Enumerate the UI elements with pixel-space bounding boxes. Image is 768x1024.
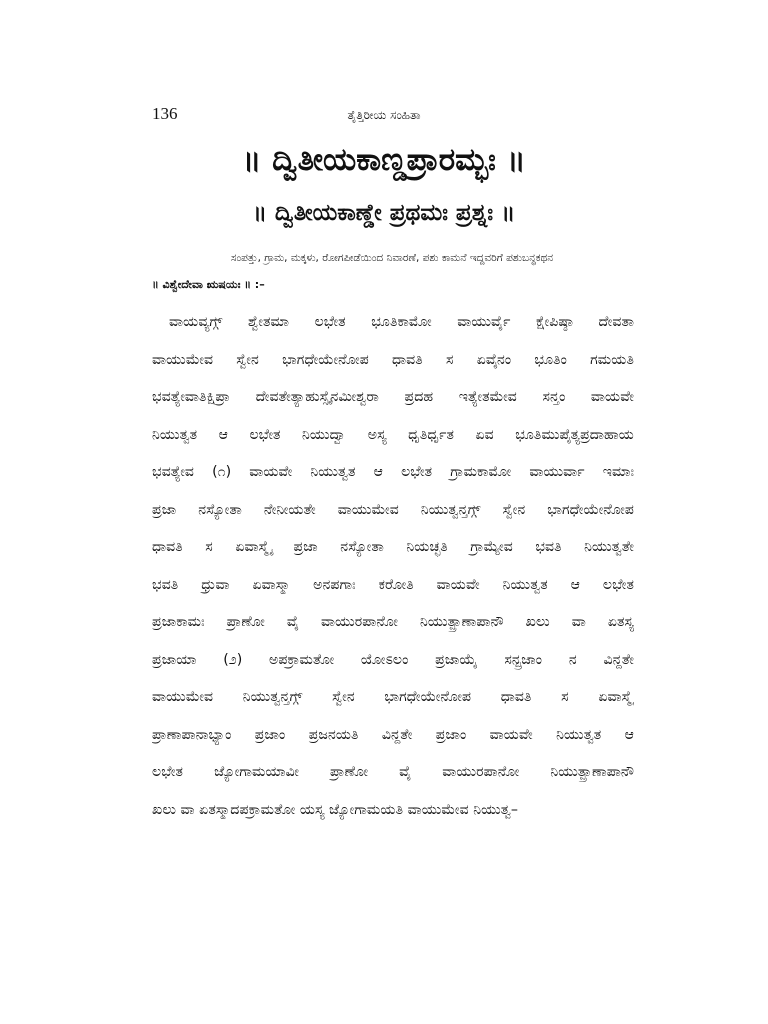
verse-line: ಭವತ್ಯೇವ (೧) ವಾಯವೇ ನಿಯುತ್ವತ ಆ ಲಭೇತ ಗ್ರಾಮಕಾಮೋ ವಾಯುರ್ವಾ ಇಮಾಃ — [152, 464, 634, 480]
verse-line: ಧಾವತಿ ಸ ಏವಾಸ್ಮೈ ಪ್ರಜಾ ನಸ್ಯೋತಾ ನಿಯಚ್ಛತಿ ಗ್ರಾಮ್ಯೇವ ಭವತಿ ನಿಯುತ್ವತೇ — [152, 539, 634, 555]
verse-line: ವಾಯುಮೇವ ಸ್ವೇನ ಭಾಗಧೇಯೇನೋಪ ಧಾವತಿ ಸ ಏವೈನಂ ಭೂತಿಂ ಗಮಯತಿ — [152, 351, 634, 368]
running-header: ತೈತ್ತಿರೀಯ ಸಂಹಿತಾ — [347, 108, 421, 122]
verse-line: ಭವತ್ಯೇವಾತಿಕ್ಷಿಪ್ರಾ ದೇವತೇತ್ಯಾಹುಸ್ಸೈನಮೀಶ್ವರಾ ಪ್ರದಹ ಇತ್ಯೇತಮೇವ ಸನ್ತಂ ವಾಯವೇ — [152, 389, 634, 405]
verse-line: ವಾಯವ್ಯಗ್ಗ್ ಶ್ವೇತಮಾ ಲಭೇತ ಭೂತಿಕಾಮೋ ವಾಯುರ್ವೈ ಕ್ಷೇಪಿಷ್ಠಾ ದೇವತಾ — [169, 314, 634, 330]
page-number: 136 — [152, 104, 178, 123]
verse-text — [152, 304, 634, 829]
verse-line: ಪ್ರಜಾ ನಸ್ಯೋತಾ ನೇನೀಯತೇ ವಾಯುಮೇವ ನಿಯುತ್ವನ್ತಗ್ಗ್ ಸ್ವೇನ ಭಾಗಧೇಯೇನೋಪ — [152, 501, 634, 518]
main-title: ॥ ದ್ವಿತೀಯಕಾಣ್ಡಪ್ರಾರಮ್ಭಃ ॥ — [242, 142, 526, 178]
sub-title: ॥ ದ್ವಿತೀಯಕಾಣ್ಡೇ ಪ್ರಥಮಃ ಪ್ರಶ್ನಃ ॥ — [252, 200, 516, 226]
verse-line: ಪ್ರಜಾಕಾಮಃ ಪ್ರಾಣೋ ವೈ ವಾಯುರಪಾನೋ ನಿಯುತ್ಪ್ರಾಣಾಪಾನೌ ಖಲು ವಾ ಏತಸ್ಯ — [152, 614, 634, 630]
rishi-heading: ॥ ವಿಶ್ವೇದೇವಾ ಋಷಯಃ ॥ :– — [152, 278, 265, 291]
verse-line: ಪ್ರಾಣಾಪಾನಾಭ್ಯಾಂ ಪ್ರಜಾಂ ಪ್ರಜನಯತಿ ವಿನ್ದತೇ ಪ್ರಜಾಂ ವಾಯವೇ ನಿಯುತ್ವತ ಆ — [152, 726, 634, 743]
verse-line: ಖಲು ವಾ ಏತಸ್ಮಾದಪಕ್ರಾಮತೋ ಯಸ್ಯ ಜ್ಯೋಗಾಮಯತಿ ವಾಯುಮೇವ ನಿಯುತ್ವ– — [152, 801, 518, 818]
verse-line: ಪ್ರಜಾಯಾ (೨) ಅಪಕ್ರಾಮತೋ ಯೋಽಲಂ ಪ್ರಜಾಯೈ ಸನ್ಪ್ರಜಾಂ ನ ವಿನ್ದತೇ — [152, 651, 634, 668]
verse-line: ವಾಯುಮೇವ ನಿಯುತ್ವನ್ತಗ್ಗ್ ಸ್ವೇನ ಭಾಗಧೇಯೇನೋಪ ಧಾವತಿ ಸ ಏವಾಸ್ಮೈ — [152, 689, 634, 705]
section-summary: ಸಂಪತ್ತು, ಗ್ರಾಮ, ಮಕ್ಕಳು, ರೋಗಪೀಡೆಯಿಂದ ನಿವಾರಣೆ, ಪಶು ಕಾಮನೆ ಇದ್ದವರಿಗೆ ಪಶುಬನ್ಧಕಥನ — [230, 252, 554, 264]
verse-line: ಲಭೇತ ಜ್ಯೋಗಾಮಯಾವೀ ಪ್ರಾಣೋ ವೈ ವಾಯುರಪಾನೋ ನಿಯುತ್ಪ್ರಾಣಾಪಾನೌ — [152, 764, 634, 780]
verse-line: ನಿಯುತ್ವತ ಆ ಲಭೇತ ನಿಯುದ್ವಾ ಅಸ್ಯ ಧೃತಿರ್ಧೃತ ಏವ ಭೂತಿಮುಪೈತ್ಯಪ್ರದಾಹಾಯ — [152, 426, 634, 443]
verse-line: ಭವತಿ ಧ್ರುವಾ ಏವಾಸ್ಮಾ ಅನಪಗಾಃ ಕರೋತಿ ವಾಯವೇ ನಿಯುತ್ವತ ಆ ಲಭೇತ — [152, 576, 634, 593]
